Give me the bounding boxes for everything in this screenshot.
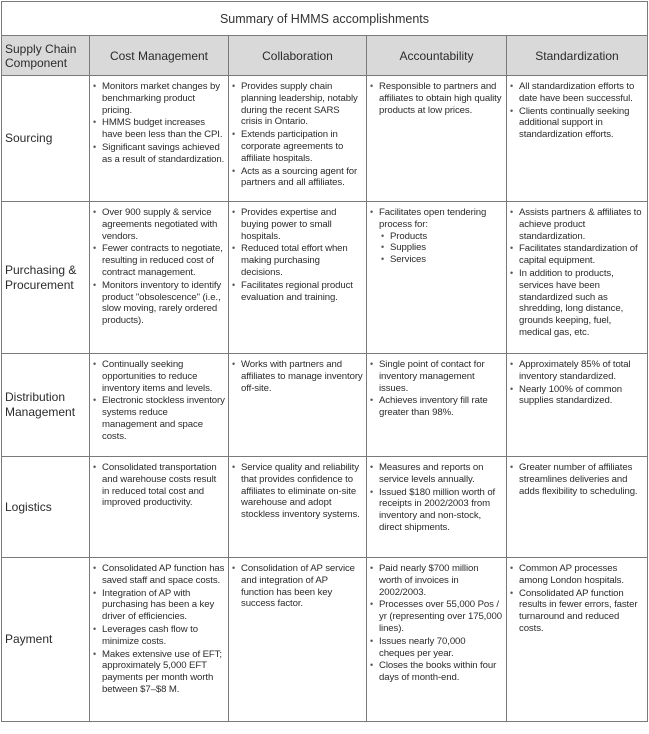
tendering-sublist <box>379 231 503 266</box>
sub-list-item: • Services <box>381 254 503 266</box>
list-item: • Responsible to partners and affiliates to obtain high quality products at low prices. <box>370 81 503 116</box>
sub-list-item: • Supplies <box>381 242 503 254</box>
header-collaboration: Collaboration <box>229 36 367 76</box>
list-item: • Integration of AP with purchasing has been a key driver of efficiencies. <box>93 588 225 623</box>
cell-sourcing-collaboration <box>229 76 367 202</box>
list-item: • Provides supply chain planning leadership, notably during the recent SARS crisis in Ontario. <box>232 81 363 128</box>
table-row-sourcing <box>2 76 648 202</box>
cell-distribution-accountability <box>367 354 507 457</box>
cell-logistics-cost <box>90 457 229 558</box>
header-accountability: Accountability <box>367 36 507 76</box>
list-item: • Closes the books within four days of month-end. <box>370 660 503 684</box>
list-item: • Greater number of affiliates streamlines deliveries and adds flexibility to scheduling. <box>510 462 644 497</box>
list-item: • All standardization efforts to date have been successful. <box>510 81 644 105</box>
list-item: • Electronic stockless inventory systems reduce management and space costs. <box>93 395 225 442</box>
list-item: • Extends participation in corporate agreements to affiliate hospitals. <box>232 129 363 164</box>
table-row-logistics <box>2 457 648 558</box>
cell-distribution-standardization <box>507 354 648 457</box>
list-item: • Provides expertise and buying power to small hospitals. <box>232 207 363 242</box>
list-item: • Nearly 100% of common supplies standardized. <box>510 384 644 408</box>
header-row <box>2 36 648 76</box>
row-label-distribution: Distribution Management <box>2 354 90 457</box>
tendering-text: Facilitates open tendering process for: <box>379 207 487 230</box>
row-label-sourcing: Sourcing <box>2 76 90 202</box>
list-item: • Common AP processes among London hospitals. <box>510 563 644 587</box>
cell-logistics-standardization <box>507 457 648 558</box>
list-item <box>370 207 503 266</box>
list-item: • Significant savings achieved as a result of standardization. <box>93 142 225 166</box>
list-item: • Fewer contracts to negotiate, resulting in reduced cost of contract management. <box>93 243 225 278</box>
list-item: • Reduced total effort when making purchasing decisions. <box>232 243 363 278</box>
list-item: • Achieves inventory fill rate greater than 98%. <box>370 395 503 419</box>
list-item: • Facilitates standardization of capital equipment. <box>510 243 644 267</box>
list-item: • In addition to products, services have been standardized such as shredding, long distance, grounds keeping, fuel, medical gas, etc. <box>510 268 644 339</box>
list-item: • Facilitates regional product evaluation and training. <box>232 280 363 304</box>
cell-purchasing-cost <box>90 202 229 354</box>
cell-purchasing-collaboration <box>229 202 367 354</box>
list-item: • Monitors inventory to identify product "obsolescence" (i.e., slow moving, rarely ordered products). <box>93 280 225 327</box>
list-item: • Single point of contact for inventory management issues. <box>370 359 503 394</box>
cell-payment-collaboration <box>229 558 367 722</box>
cell-purchasing-standardization <box>507 202 648 354</box>
table-title: Summary of HMMS accomplishments <box>2 2 648 36</box>
cell-sourcing-standardization <box>507 76 648 202</box>
list-item: • Acts as a sourcing agent for partners and all affiliates. <box>232 166 363 190</box>
list-item: • Leverages cash flow to minimize costs. <box>93 624 225 648</box>
cell-purchasing-accountability <box>367 202 507 354</box>
list-item: • Clients continually seeking additional support in standardization efforts. <box>510 106 644 141</box>
cell-distribution-cost <box>90 354 229 457</box>
list-item: • Consolidated AP function results in fewer errors, faster turnaround and reduced costs. <box>510 588 644 635</box>
table-row-payment <box>2 558 648 722</box>
cell-sourcing-cost <box>90 76 229 202</box>
list-item: • Measures and reports on service levels annually. <box>370 462 503 486</box>
row-label-logistics: Logistics <box>2 457 90 558</box>
list-item: • Approximately 85% of total inventory standardized. <box>510 359 644 383</box>
list-item: • Consolidation of AP service and integration of AP function has been key success factor. <box>232 563 363 610</box>
list-item: • Consolidated AP function has saved staff and space costs. <box>93 563 225 587</box>
cell-payment-cost <box>90 558 229 722</box>
cell-payment-accountability <box>367 558 507 722</box>
header-standardization: Standardization <box>507 36 648 76</box>
list-item: • Continually seeking opportunities to reduce inventory items and levels. <box>93 359 225 394</box>
list-item: • Paid nearly $700 million worth of invoices in 2002/2003. <box>370 563 503 598</box>
list-item: • Over 900 supply & service agreements negotiated with vendors. <box>93 207 225 242</box>
list-item: • Service quality and reliability that provides confidence to affiliates to eliminate on-site warehouse and adopt stockless inventory systems. <box>232 462 363 521</box>
list-item: • Consolidated transportation and warehouse costs result in reduced total cost and improved productivity. <box>93 462 225 509</box>
list-item: • Works with partners and affiliates to manage inventory off-site. <box>232 359 363 394</box>
row-label-purchasing: Purchasing & Procurement <box>2 202 90 354</box>
list-item: • Issued $180 million worth of receipts in 2002/2003 from inventory and non-stock, direct shipments. <box>370 487 503 534</box>
accomplishments-table-wrapper <box>1 1 647 732</box>
header-cost-management: Cost Management <box>90 36 229 76</box>
list-item: • Monitors market changes by benchmarking product pricing. <box>93 81 225 116</box>
cell-logistics-collaboration <box>229 457 367 558</box>
sub-list-item: • Products <box>381 231 503 243</box>
table-row-distribution <box>2 354 648 457</box>
accomplishments-table <box>1 1 648 722</box>
header-supply-chain-component: Supply Chain Component <box>2 36 90 76</box>
title-row <box>2 2 648 36</box>
cell-distribution-collaboration <box>229 354 367 457</box>
table-row-purchasing <box>2 202 648 354</box>
row-label-payment: Payment <box>2 558 90 722</box>
list-item: • Issues nearly 70,000 cheques per year. <box>370 636 503 660</box>
cell-logistics-accountability <box>367 457 507 558</box>
list-item: • Makes extensive use of EFT; approximately 5,000 EFT payments per month worth between $7–$8 M. <box>93 649 225 696</box>
list-item: • Processes over 55,000 Pos / yr (representing over 175,000 lines). <box>370 599 503 634</box>
list-item: • Assists partners & affiliates to achieve product standardization. <box>510 207 644 242</box>
cell-sourcing-accountability <box>367 76 507 202</box>
list-item: • HMMS budget increases have been less than the CPI. <box>93 117 225 141</box>
cell-payment-standardization <box>507 558 648 722</box>
